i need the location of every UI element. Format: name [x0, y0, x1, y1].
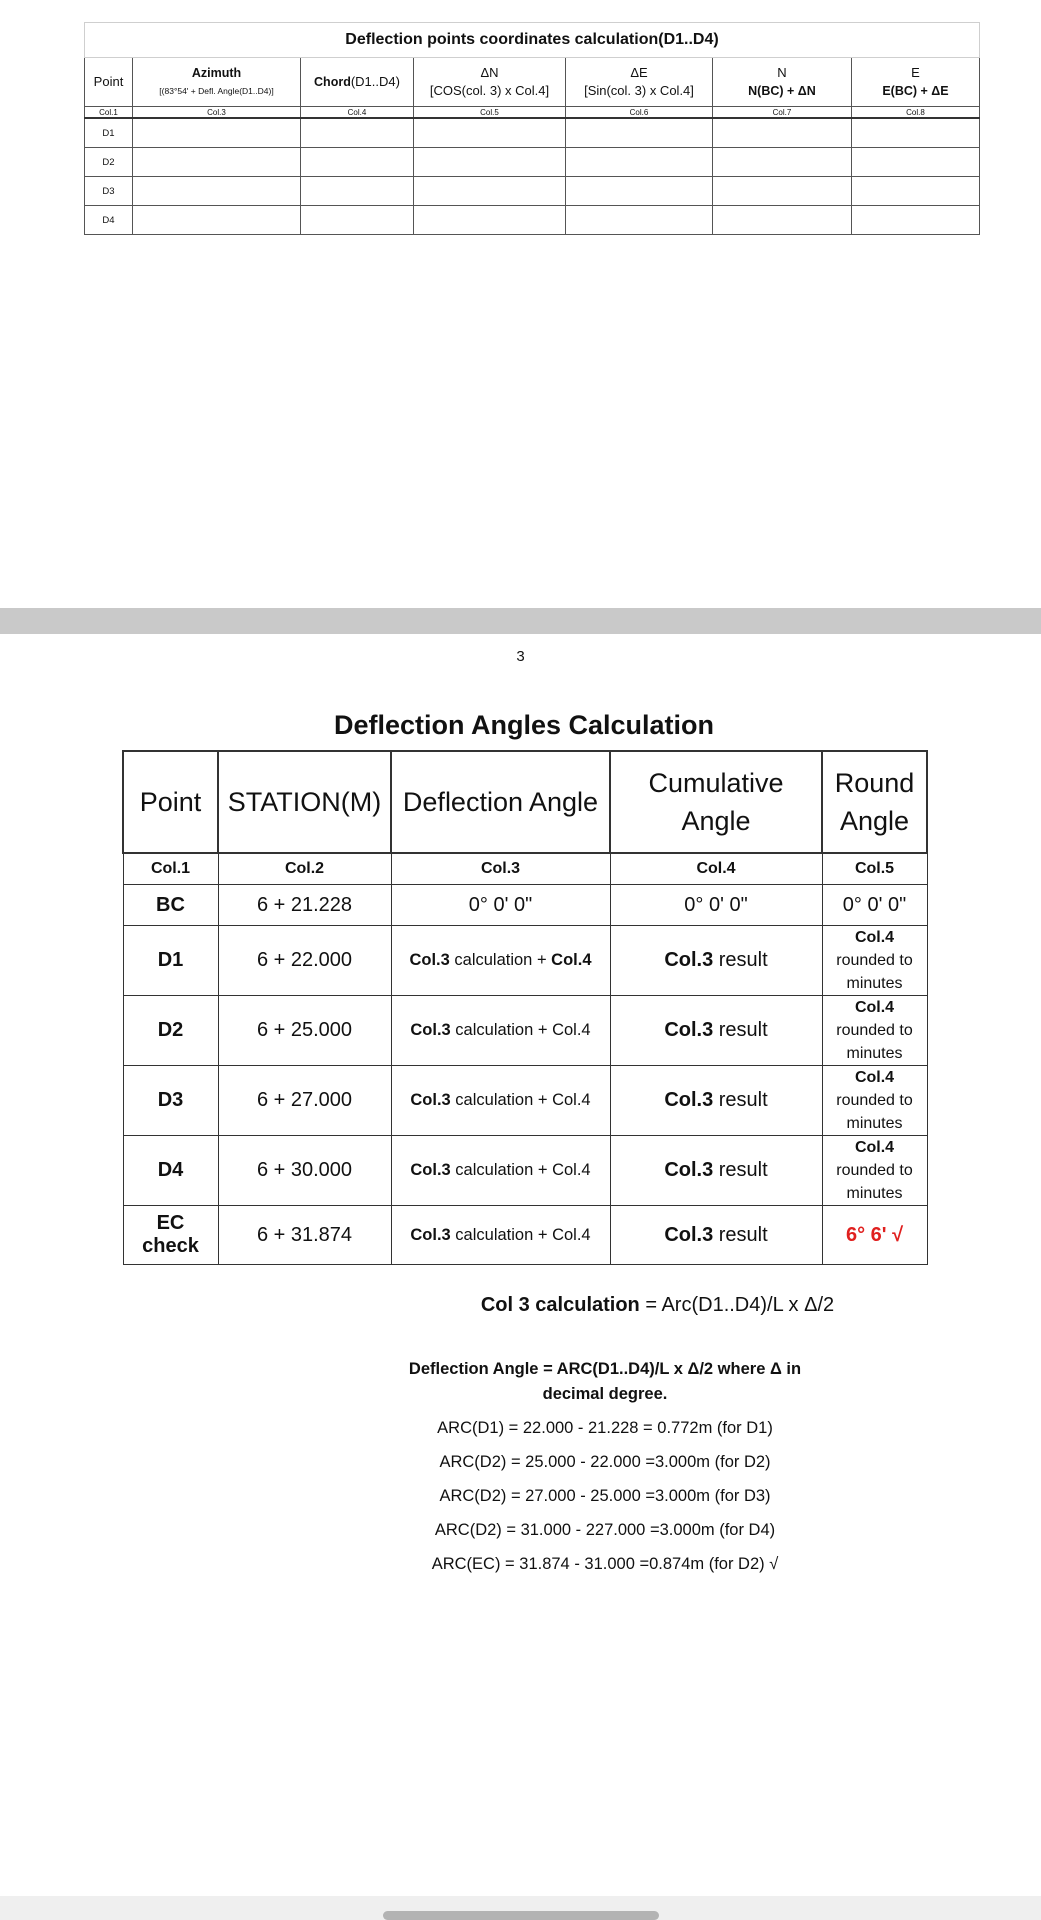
row-round: Col.4 rounded to minutes	[822, 1136, 927, 1206]
row-deflection: Col.3 calculation + Col.4	[391, 926, 610, 996]
header-deflection-angle: Deflection Angle	[391, 751, 610, 853]
col-label: Col.3	[391, 853, 610, 885]
page-number: 3	[516, 648, 525, 665]
table-row	[85, 148, 980, 177]
col-label: Col.5	[414, 107, 566, 119]
coordinates-table	[84, 22, 980, 235]
table-row	[123, 996, 927, 1066]
col-label: Col.6	[566, 107, 713, 119]
table-row	[123, 1066, 927, 1136]
row-cumulative: 0° 0' 0"	[610, 885, 822, 926]
row-round: 0° 0' 0"	[822, 885, 927, 926]
row-point: D1	[123, 926, 218, 996]
header-e: E E(BC) + ΔE	[852, 58, 980, 107]
row-station: 6 + 21.228	[218, 885, 391, 926]
row-cumulative: Col.3 result	[610, 926, 822, 996]
header-n: N N(BC) + ΔN	[713, 58, 852, 107]
table-row	[123, 1206, 927, 1265]
header-cumulative-angle: Cumulative Angle	[610, 751, 822, 853]
col-label: Col.2	[218, 853, 391, 885]
row-round	[822, 1206, 927, 1265]
header-round-angle: Round Angle	[822, 751, 927, 853]
row-point: D4	[85, 206, 133, 235]
list-item: ARC(D2) = 31.000 - 227.000 =3.000m (for D4)	[434, 1521, 776, 1539]
row-station: 6 + 30.000	[218, 1136, 391, 1206]
row-deflection: Col.3 calculation + Col.4	[391, 1136, 610, 1206]
check-result: 6° 6' √	[845, 1223, 904, 1246]
row-station: 6 + 22.000	[218, 926, 391, 996]
table-row	[123, 1136, 927, 1206]
row-station: 6 + 27.000	[218, 1066, 391, 1136]
row-round: Col.4 rounded to minutes	[822, 926, 927, 996]
col-label: Col.4	[610, 853, 822, 885]
row-point: BC	[123, 885, 218, 926]
table-row	[123, 926, 927, 996]
deflection-angle-note: Deflection Angle = ARC(D1..D4)/L x Δ/2 where Δ in decimal degree.	[408, 1360, 802, 1403]
col-label: Col.7	[713, 107, 852, 119]
table-row	[85, 206, 980, 235]
table-row	[85, 118, 980, 148]
row-deflection: Col.3 calculation + Col.4	[391, 1066, 610, 1136]
arc-list	[380, 1416, 830, 1586]
row-point: D1	[85, 118, 133, 148]
header-delta-n: ΔN [COS(col. 3) x Col.4]	[414, 58, 566, 107]
row-point: D2	[85, 148, 133, 177]
home-indicator[interactable]	[383, 1911, 659, 1920]
header-station: STATION(M)	[218, 751, 391, 853]
col-label: Col.8	[852, 107, 980, 119]
col-label: Col.4	[301, 107, 414, 119]
header-point: Point	[85, 58, 133, 107]
row-deflection: Col.3 calculation + Col.4	[391, 996, 610, 1066]
row-round: Col.4 rounded to minutes	[822, 996, 927, 1066]
row-point: D2	[123, 996, 218, 1066]
row-cumulative: Col.3 result	[610, 1206, 822, 1265]
row-station: 6 + 25.000	[218, 996, 391, 1066]
row-point: EC check	[123, 1206, 218, 1265]
col-label: Col.1	[123, 853, 218, 885]
table-row	[85, 177, 980, 206]
page-separator	[0, 608, 1041, 634]
header-delta-e: ΔE [Sin(col. 3) x Col.4]	[566, 58, 713, 107]
table-row	[123, 885, 927, 926]
header-chord: Chord(D1..D4)	[301, 58, 414, 107]
row-point: D3	[85, 177, 133, 206]
header-point: Point	[123, 751, 218, 853]
deflection-table-title: Deflection Angles Calculation	[333, 710, 715, 740]
col-label: Col.3	[133, 107, 301, 119]
row-point: D3	[123, 1066, 218, 1136]
coordinates-table-title: Deflection points coordinates calculation(D1..D4)	[85, 23, 980, 58]
col-label: Col.1	[85, 107, 133, 119]
row-round: Col.4 rounded to minutes	[822, 1066, 927, 1136]
row-station: 6 + 31.874	[218, 1206, 391, 1265]
row-cumulative: Col.3 result	[610, 1136, 822, 1206]
list-item: ARC(D2) = 25.000 - 22.000 =3.000m (for D2)	[439, 1453, 771, 1471]
deflection-table	[122, 750, 928, 1265]
row-point: D4	[123, 1136, 218, 1206]
list-item: ARC(D1) = 22.000 - 21.228 = 0.772m (for D1)	[437, 1419, 773, 1437]
row-cumulative: Col.3 result	[610, 1066, 822, 1136]
row-deflection: Col.3 calculation + Col.4	[391, 1206, 610, 1265]
row-deflection: 0° 0' 0"	[391, 885, 610, 926]
col3-formula: Col 3 calculation = Arc(D1..D4)/L x Δ/2	[480, 1294, 835, 1316]
list-item: ARC(EC) = 31.874 - 31.000 =0.874m (for D2) √	[431, 1555, 779, 1573]
col-label: Col.5	[822, 853, 927, 885]
header-azimuth: Azimuth [(83°54' + Defl. Angle(D1..D4)]	[133, 58, 301, 107]
list-item: ARC(D2) = 27.000 - 25.000 =3.000m (for D3)	[439, 1487, 771, 1505]
row-cumulative: Col.3 result	[610, 996, 822, 1066]
